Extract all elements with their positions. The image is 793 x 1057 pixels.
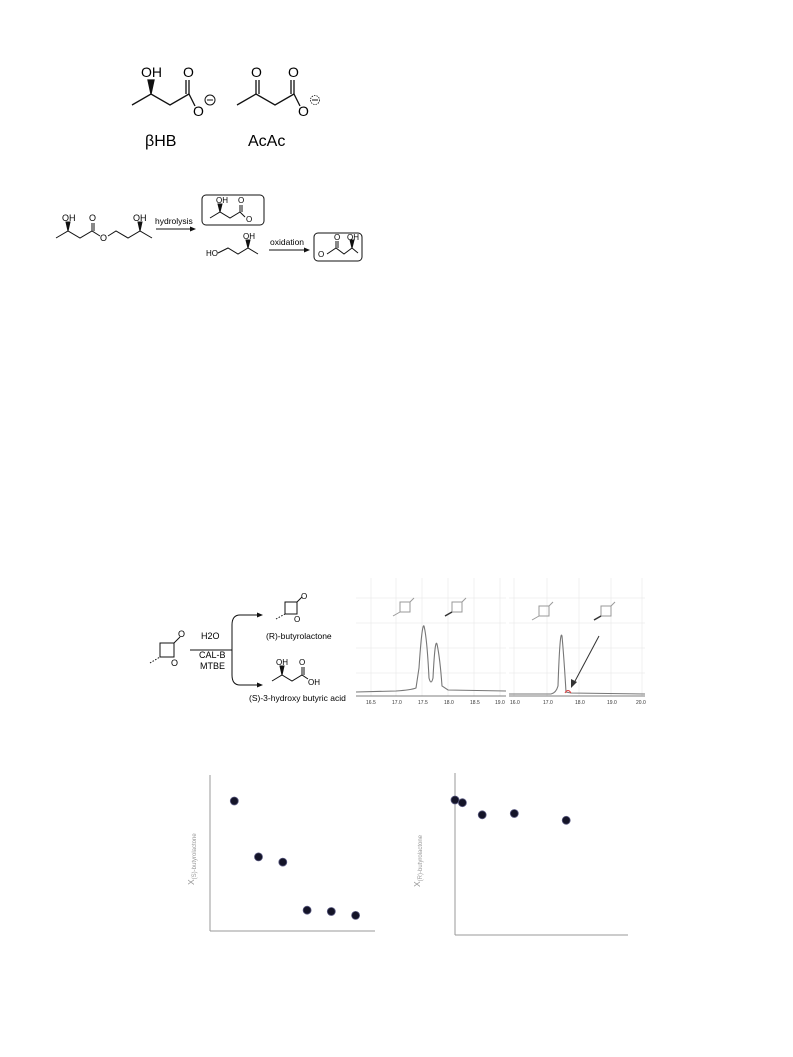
chart-s-ylabel-sub: (S)-butyrolactone	[192, 833, 198, 880]
figure2-scheme	[0, 180, 793, 280]
chart-s-point	[255, 853, 263, 861]
chrom-left-tick: 16.5	[366, 700, 376, 706]
boxed-bhb-o1: O	[238, 196, 245, 205]
chart-s-points	[230, 797, 359, 919]
s-acid-structure	[272, 666, 308, 681]
diol-ho: HO	[206, 249, 218, 258]
racemic-ring-o: O	[171, 658, 179, 668]
boxed-product-oh: OH	[347, 233, 359, 242]
ester-ether-o: O	[100, 233, 108, 243]
chromatogram-left	[356, 578, 506, 708]
chart-s-point	[352, 911, 360, 919]
ester-oh-right: OH	[133, 213, 147, 223]
boxed-bhb-frame	[202, 195, 264, 225]
chart-r-point	[458, 799, 466, 807]
chart-r-point	[562, 816, 570, 824]
chrom-left-grid	[356, 578, 506, 696]
chrom-left-tick: 18.5	[470, 700, 480, 706]
chrom-left-tick: 18.0	[444, 700, 454, 706]
r-lactone-o: O	[301, 592, 308, 601]
acac-anion-o: O	[298, 103, 309, 119]
boxed-product-structure	[327, 240, 358, 254]
ester-carbonyl-o: O	[89, 213, 97, 223]
boxed-product-o-anion: O	[318, 250, 325, 259]
acac-label: AcAc	[248, 133, 286, 150]
bhb-anion-o: O	[193, 103, 204, 119]
branch-arrow-bottom	[257, 683, 263, 688]
diol-structure	[218, 240, 258, 254]
reagent-h2o: H2O	[201, 631, 220, 641]
s-acid-oh2: OH	[308, 678, 320, 687]
bhb-charge-icon	[205, 95, 215, 105]
chart-r-point	[451, 796, 459, 804]
chart-r-point	[478, 811, 486, 819]
bhb-carbonyl-o: O	[183, 64, 194, 80]
reagent-enzyme: CAL-B	[199, 650, 226, 660]
chart-r-ylabel-sub: (R)-butyrolactone	[418, 834, 424, 882]
bhb-structure	[132, 80, 195, 106]
chrom-left-tick: 17.5	[418, 700, 428, 706]
diol-oh: OH	[243, 232, 255, 241]
branch-arrow-top	[257, 613, 263, 618]
acac-keto-o: O	[251, 64, 262, 80]
acac-structure	[237, 80, 300, 106]
chrom-right-arrow	[571, 636, 599, 688]
chart-s-ylabel	[186, 833, 198, 885]
chrom-right-tick: 20.0	[636, 700, 646, 706]
chrom-right-ticks	[510, 700, 646, 706]
chromatogram-right	[509, 578, 645, 708]
product-top-name: (R)-butyrolactone	[266, 631, 332, 641]
bhb-label: βHB	[145, 133, 177, 150]
chart-s-point	[230, 797, 238, 805]
chart-r-point	[510, 810, 518, 818]
branch-bracket	[232, 615, 240, 685]
boxed-product-o: O	[334, 233, 341, 242]
chrom-left-molecule-icons	[393, 598, 466, 616]
hydrolysis-arrow	[156, 227, 196, 232]
boxed-bhb-structure	[210, 204, 245, 218]
boxed-bhb-o2: O	[246, 215, 253, 224]
ester-oh-left: OH	[62, 213, 76, 223]
scatter-chart-s	[180, 765, 380, 945]
chart-r-ylabel	[412, 834, 424, 887]
s-acid-oh: OH	[276, 658, 288, 667]
chrom-right-tick: 16.0	[510, 700, 520, 706]
bhb-oh-label: OH	[141, 64, 162, 80]
reagent-solvent: MTBE	[200, 661, 226, 671]
chart-s-point	[279, 858, 287, 866]
acac-charge-icon	[311, 96, 320, 105]
r-lactone-ring-o: O	[294, 615, 301, 624]
chart-s-ylabel-main: X	[186, 879, 196, 885]
chart-r-ylabel-main: X	[412, 881, 422, 887]
s-acid-o: O	[299, 658, 306, 667]
oxidation-label: oxidation	[270, 237, 305, 247]
boxed-bhb-oh: OH	[216, 196, 228, 205]
figure1-structures	[0, 0, 793, 160]
acac-carbonyl-o: O	[288, 64, 299, 80]
chrom-right-molecule-icons	[532, 602, 615, 620]
chrom-left-tick: 17.0	[392, 700, 402, 706]
chrom-right-tick: 19.0	[607, 700, 617, 706]
hydrolysis-label: hydrolysis	[155, 216, 193, 226]
scatter-chart-r	[412, 765, 630, 945]
chrom-left-ticks	[366, 700, 505, 706]
racemic-carbonyl-o: O	[178, 629, 186, 639]
chart-r-points	[451, 796, 570, 824]
chart-s-point	[327, 908, 335, 916]
product-bottom-name: (S)-3-hydroxy butyric acid	[249, 693, 346, 703]
chrom-right-trace	[509, 635, 645, 694]
chrom-right-tick: 17.0	[543, 700, 553, 706]
chrom-right-tick: 18.0	[575, 700, 585, 706]
chrom-left-trace	[356, 626, 506, 692]
chart-s-point	[303, 906, 311, 914]
chrom-left-tick: 19.0	[495, 700, 505, 706]
oxidation-arrow	[269, 248, 310, 253]
